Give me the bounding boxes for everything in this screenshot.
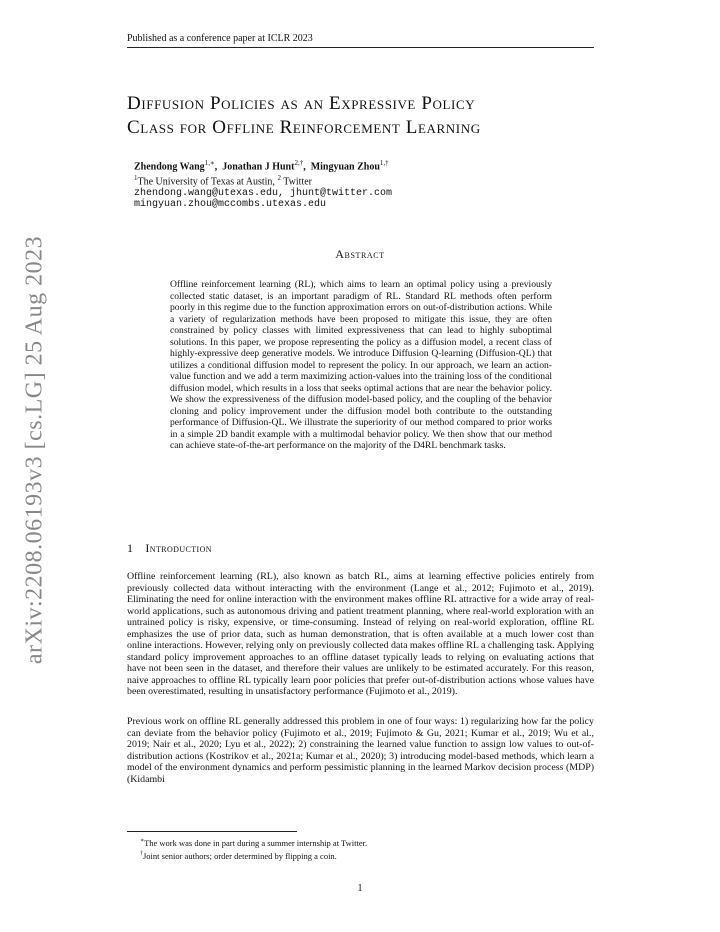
paper-title [127,92,607,140]
author-name: Mingyuan Zhou [310,161,380,173]
arxiv-sidebar-stamp [10,235,60,665]
author-name: Jonathan J Hunt [222,161,295,173]
section-title: Introduction [145,541,212,555]
author-emails: mingyuan.zhou@mccombs.utexas.edu [134,199,327,211]
title-line-1: Diffusion Policies as an Expressive Policy [127,93,476,114]
section-heading [127,541,212,556]
footnote-divider [127,831,297,832]
body-paragraph: Previous work on offline RL generally addressed this problem in one of four ways: 1) regularizing how far the policy can deviate from the behavior policy (Fujimoto et al., 2019; Fujimoto & Gu, 2021; Kumar et al., 2019; Wu et al., 2019; Nair et al., 2020; Lyu et al., 2022); 2) constraining the learned value function to assign low values to out-of-distribution actions (Kostrikov et al., 2021a; Kumar et al., 2020); 3) introducing model-based methods, which learn a model of the environment dynamics and perform pessimistic planning in the learned Markov decision process (MDP) (Kidambi [127,716,594,785]
author-superscript: 1,† [379,159,389,167]
author-names: Zhendong Wang$^{1,∗}$, Jonathan J Hunt$^{2,\dagger}$, Mingyuan Zhou$^{1,\dagger}$ [134,159,389,173]
footnote: ∗The work was done in part during a summer internship at Twitter. [140,837,368,848]
author-block [134,158,604,211]
affiliations: $^1$The University of Texas at Austin, $^2$ Twitter [134,173,312,188]
author-superscript: 1,∗ [204,159,215,167]
author-emails: zhendong.wang@utexas.edu, jhunt@twitter.com [134,187,393,199]
footnotes [140,836,590,863]
author-superscript: 2,† [294,159,304,167]
title-line-2: Class for Offline Reinforcement Learning [127,117,481,138]
page-number: 1 [357,883,363,894]
arxiv-identifier: arXiv:2208.06193v3 [cs.LG] 25 Aug 2023 [21,235,48,665]
footnote: †Joint senior authors; order determined by flipping a coin. [140,851,337,862]
running-header: Published as a conference paper at ICLR 2023 [127,33,594,48]
author-name: Zhendong Wang [134,161,205,173]
body-paragraph: Offline reinforcement learning (RL), also known as batch RL, aims at learning effective policies entirely from previously collected data without interacting with the environment (Lange et al., 2012; Fujimoto et al., 2019). Eliminating the need for online interaction with the environment makes offline RL attractive for a wide array of real-world applications, such as autonomous driving and patient treatment planning, where real-world exploration with an untrained policy is risky, expensive, or time-consuming. Instead of relying on real-world exploration, offline RL emphasizes the use of prior data, such as human demonstration, that is often available at a much lower cost than online interactions. However, relying only on previously collected data makes offline RL a challenging task. Applying standard policy improvement approaches to an offline dataset typically leads to relying on evaluating actions that have not been seen in the dataset, and therefore their values are unlikely to be estimated accurately. For this reason, naive approaches to offline RL typically learn poor policies that prefer out-of-distribution actions whose values have been overestimated, resulting in unsatisfactory performance (Fujimoto et al., 2019). [127,571,594,697]
section-number: 1 [127,541,134,555]
abstract-heading: Abstract [335,247,385,261]
abstract-text: Offline reinforcement learning (RL), which aims to learn an optimal policy using a previously collected static dataset, is an important paradigm of RL. Standard RL methods often perform poorly in this regime due to the function approximation errors on out-of-distribution actions. While a variety of regularization methods have been proposed to mitigate this issue, they are often constrained by policy classes with limited expressiveness that can lead to highly suboptimal solutions. In this paper, we propose representing the policy as a diffusion model, a recent class of highly-expressive deep generative models. We introduce Diffusion Q-learning (Diffusion-QL) that utilizes a conditional diffusion model to represent the policy. In our approach, we learn an action-value function and we add a term maximizing action-values into the training loss of the conditional diffusion model, which results in a loss that seeks optimal actions that are near the behavior policy. We show the expressiveness of the diffusion model-based policy, and the coupling of the behavior cloning and policy improvement under the diffusion model both contribute to the outstanding performance of Diffusion-QL. We illustrate the superiority of our method compared to prior works in a simple 2D bandit example with a multimodal behavior policy. We then show that our method can achieve state-of-the-art performance on the majority of the D4RL benchmark tasks. [170,279,552,451]
